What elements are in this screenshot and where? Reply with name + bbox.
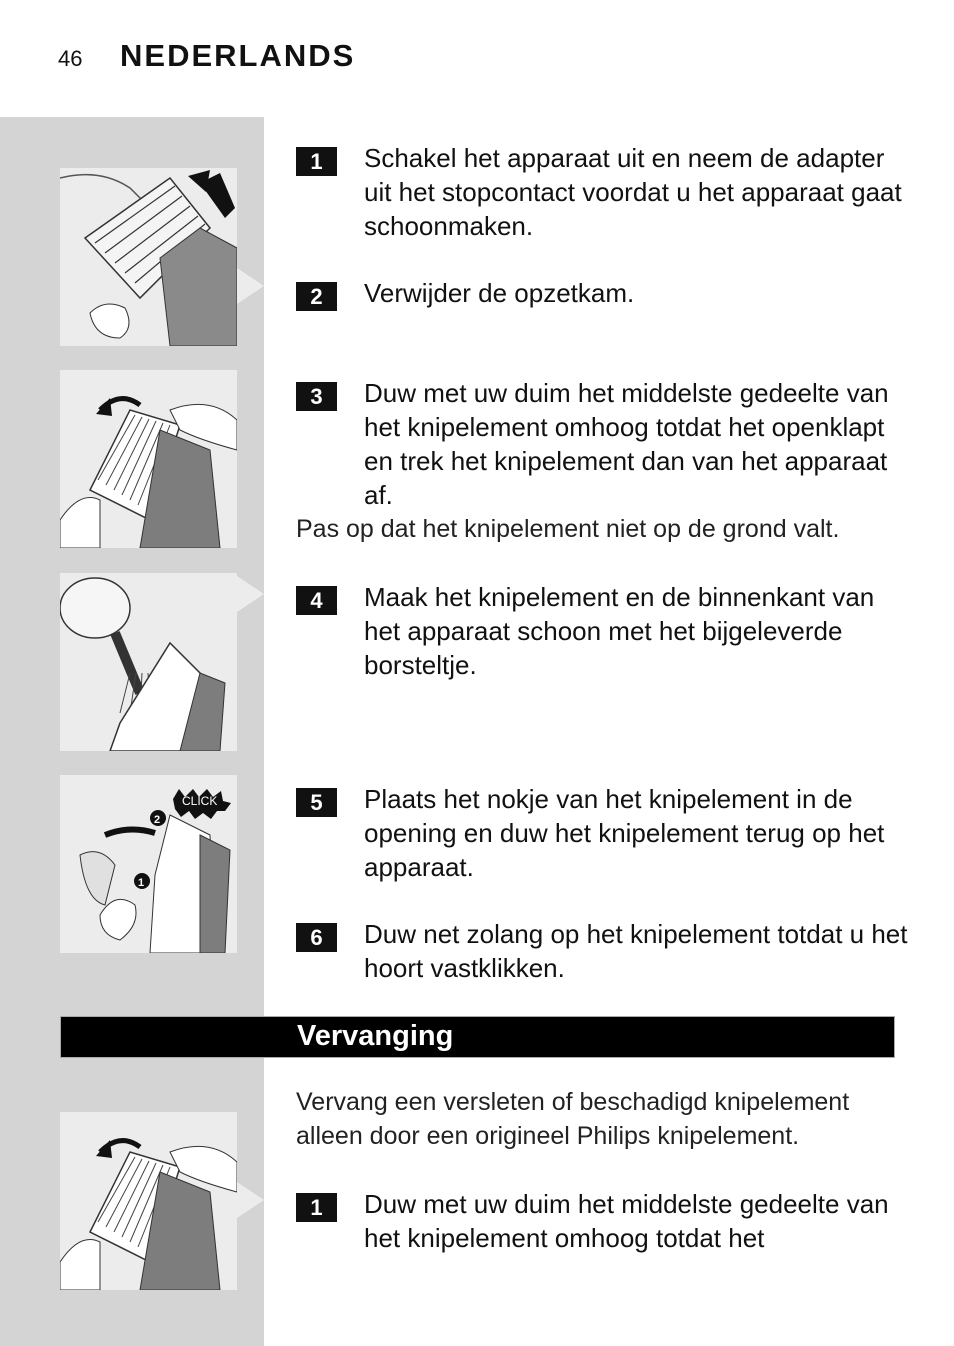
blade-reattach-illustration (60, 775, 237, 953)
step-text: Schakel het apparaat uit en neem de adapter uit het stopcontact voordat u het apparaat gaat schoonmaken. (364, 143, 902, 241)
step-number: 1 (296, 147, 337, 176)
section-intro: Vervang een versleten of beschadigd knipelement alleen door een origineel Philips knipelement. (296, 1088, 850, 1150)
pointer-triangle (237, 576, 264, 612)
section-heading-band (60, 1016, 895, 1058)
click-label: CLICK (182, 794, 218, 808)
step-text: Duw net zolang op het knipelement totdat u het hoort vastklikken. (364, 919, 908, 983)
step-number: 2 (296, 282, 337, 311)
step-3-note: Pas op dat het knipelement niet op de grond valt. (296, 515, 840, 543)
pointer-triangle (237, 268, 264, 304)
step-text: Verwijder de opzetkam. (364, 278, 635, 308)
step-text: Duw met uw duim het middelste gedeelte van het knipelement omhoog totdat het openklapt en trek het knipelement dan van het apparaat af. (364, 378, 889, 510)
step-text: Maak het knipelement en de binnenkant van het apparaat schoon met het bijgeleverde borsteltje. (364, 582, 875, 680)
step-number: 1 (296, 1193, 337, 1222)
step-text: Plaats het nokje van het knipelement in de opening en duw het knipelement terug op het apparaat. (364, 784, 885, 882)
pointer-triangle (237, 1182, 264, 1218)
blade-removal-illustration (60, 1112, 237, 1290)
step-number: 6 (296, 923, 337, 952)
marker-1: 1 (138, 877, 145, 889)
brush-cleaning-illustration (60, 573, 237, 751)
section-title: Vervanging (297, 1020, 454, 1052)
blade-removal-illustration (60, 370, 237, 548)
step-text: Duw met uw duim het middelste gedeelte van het knipelement omhoog totdat het (364, 1189, 889, 1253)
marker-2: 2 (154, 814, 161, 826)
step-number: 5 (296, 788, 337, 817)
page-number: 46 (58, 46, 83, 71)
step-number: 3 (296, 382, 337, 411)
comb-removal-illustration (60, 168, 237, 346)
language-heading: NEDERLANDS (120, 38, 356, 73)
step-number: 4 (296, 586, 337, 615)
